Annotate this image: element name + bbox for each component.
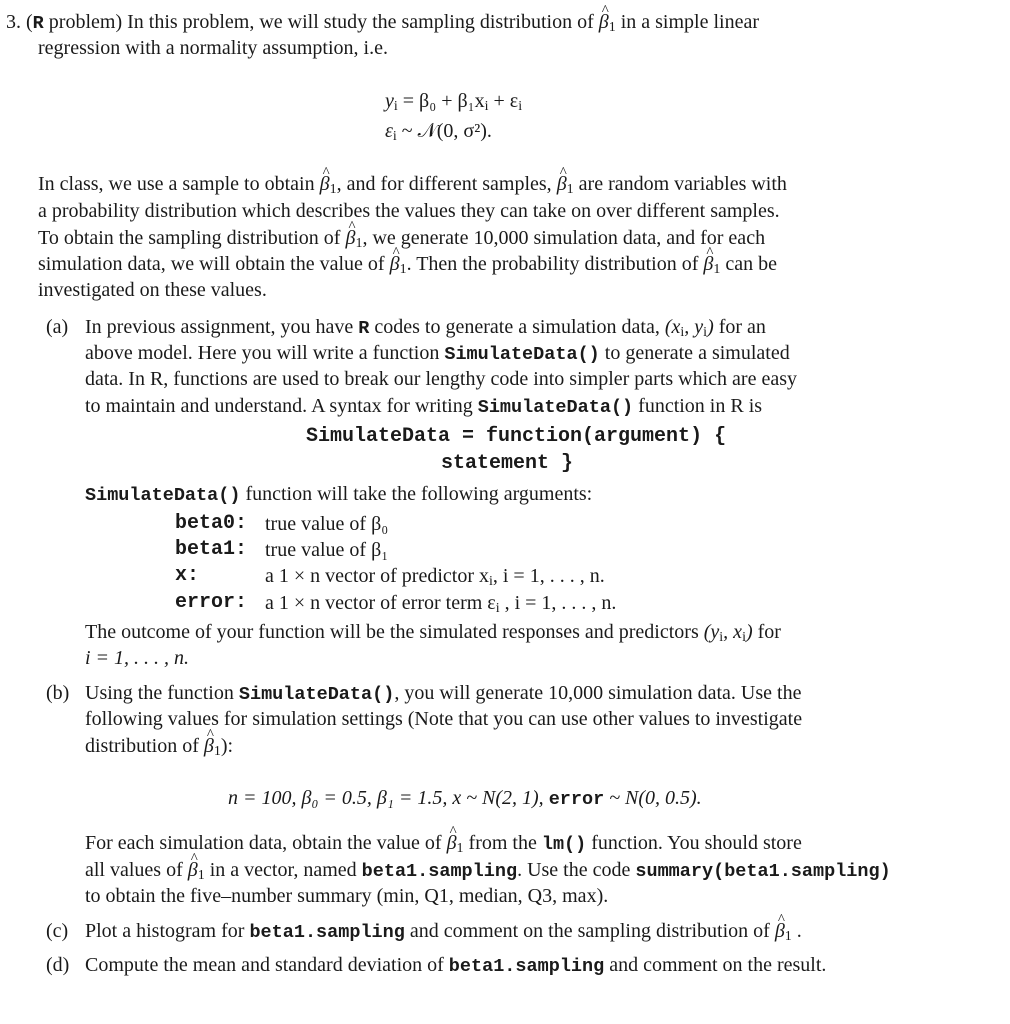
part-b-line-1: Using the function SimulateData(), you will generate 10,000 simulation data. Use the bbox=[85, 682, 802, 705]
part-d-label: (d) bbox=[46, 954, 70, 976]
part-b-para-3: to obtain the five–number summary (min, Q1, median, Q3, max). bbox=[85, 885, 609, 907]
part-b-line-3: distribution of ^ $\beta_1$): bbox=[85, 733, 233, 759]
arg-error-name: error: bbox=[175, 591, 248, 614]
para-line-2: a probability distribution which describes the values they can take on over different samples. bbox=[38, 200, 780, 222]
para-line-3: To obtain the sampling distribution of ^ $\beta_1$, we generate 10,000 simulation data, and for each bbox=[38, 225, 765, 251]
args-intro: SimulateData() function will take the following arguments: bbox=[85, 483, 593, 506]
model-rhs: = $\beta_0 + \beta_1x_i + \varepsilon_i$ bbox=[402, 90, 523, 114]
intro-line-1: In this problem, we will study the sampling distribution of bbox=[127, 11, 594, 33]
para-line-1: In class, we use a sample to obtain ^ $\beta_1$, and for different samples, ^ $\beta_1$ are random variables with bbox=[38, 171, 787, 197]
problem-number: 3. bbox=[6, 11, 21, 33]
settings-equation: n = 100, β₀ = 0.5, β₁ = 1.5, x ~ N(2, 1), error ~ N(0, 0.5). bbox=[228, 787, 702, 810]
part-b-line-2: following values for simulation settings (Note that you can use other values to investigate bbox=[85, 708, 803, 730]
part-b-label: (b) bbox=[46, 682, 70, 704]
part-a-line-4: to maintain and understand. A syntax for writing SimulateData() function in R is bbox=[85, 395, 763, 418]
part-d-text: Compute the mean and standard deviation of beta1.sampling and comment on the result. bbox=[85, 954, 827, 977]
arg-beta0-name: beta0: bbox=[175, 512, 248, 535]
part-a-line-1: In previous assignment, you have R codes to generate a simulation data, ($x_i$, $y_i$) for an bbox=[85, 316, 766, 340]
arg-beta1-name: beta1: bbox=[175, 538, 248, 561]
problem-header: 3. (R problem) In this problem, we will study the sampling distribution of ^ $\beta_1$ in a simple linear bbox=[6, 9, 759, 37]
intro-line-2: regression with a normality assumption, i.e. bbox=[38, 37, 388, 59]
part-b-para-2: all values of ^ $\beta_1$ in a vector, named beta1.sampling. Use the code summary(beta1.sampling) bbox=[85, 857, 891, 885]
r-tag: R bbox=[32, 13, 44, 34]
arg-x-desc: a 1 × n vector of predictor $x_i$, i = 1, . . . , n. bbox=[265, 565, 605, 589]
arg-beta1-desc: true value of β₁ bbox=[265, 539, 389, 561]
part-b-para-1: For each simulation data, obtain the value of ^ $\beta_1$ from the lm() function. You should store bbox=[85, 830, 802, 858]
arg-error-desc: a 1 × n vector of error term $\varepsilon_i$ , i = 1, . . . , n. bbox=[265, 592, 617, 616]
arg-x-name: x: bbox=[175, 564, 200, 587]
error-equation: $\varepsilon_i$ ~ 𝒩(0, σ²). bbox=[385, 120, 492, 144]
outcome-line-2: i = 1, . . . , n. bbox=[85, 647, 190, 669]
code-line-2: statement } bbox=[441, 452, 574, 475]
part-c-text: Plot a histogram for beta1.sampling and comment on the sampling distribution of ^ $\beta_1$ . bbox=[85, 918, 802, 946]
part-a-label: (a) bbox=[46, 316, 69, 338]
code-line-1: SimulateData = function(argument) { bbox=[306, 425, 727, 448]
model-equation: $y_i = \beta_0 + \beta_1x_i + \varepsilon_i$ bbox=[385, 90, 523, 114]
part-c-label: (c) bbox=[46, 920, 69, 942]
para-line-5: investigated on these values. bbox=[38, 279, 267, 301]
error-rhs: ~ 𝒩(0, σ²). bbox=[401, 120, 492, 142]
arg-beta0-desc: true value of β₀ bbox=[265, 513, 389, 535]
para-line-4: simulation data, we will obtain the value of ^ $\beta_1$. Then the probability distribution of ^ $\beta_1$ can be bbox=[38, 251, 777, 277]
part-a-line-2: above model. Here you will write a function SimulateData() to generate a simulated bbox=[85, 342, 790, 365]
part-a-line-3: data. In R, functions are used to break our lengthy code into simpler parts which are easy bbox=[85, 368, 798, 390]
outcome-line-1: The outcome of your function will be the simulated responses and predictors ($y_i$, $x_i$) for bbox=[85, 621, 781, 645]
